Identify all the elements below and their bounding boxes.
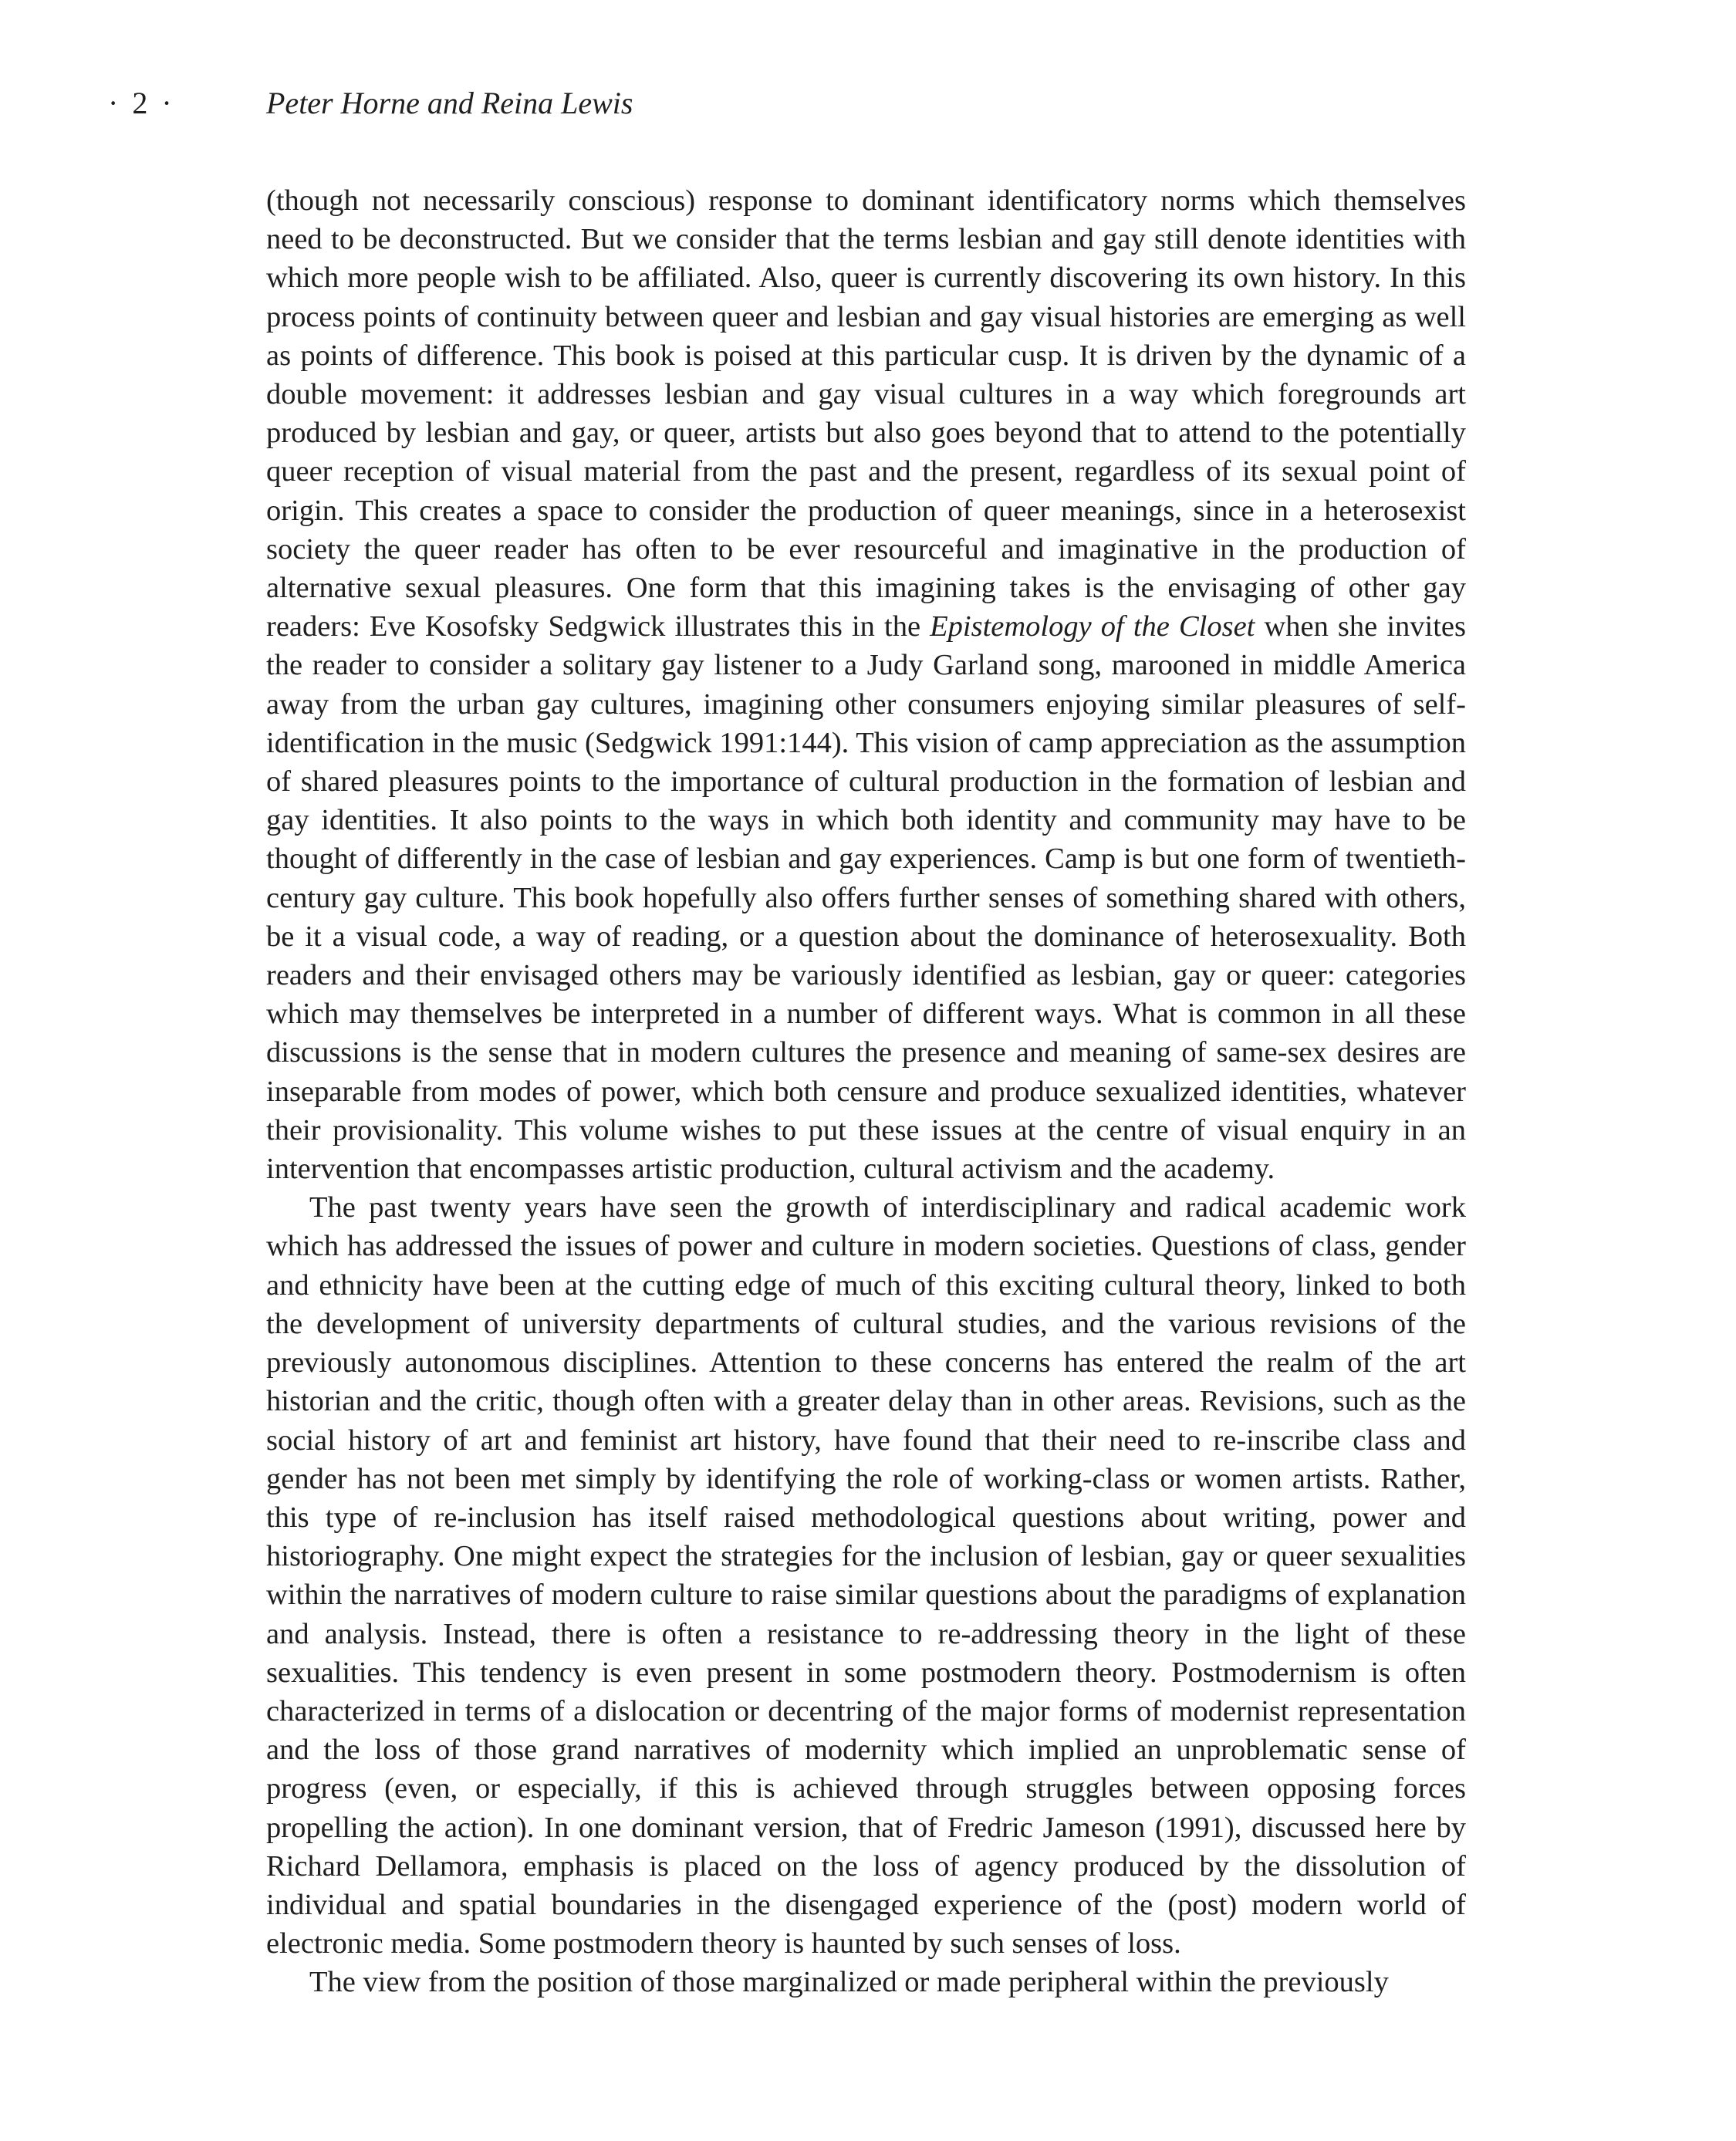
paragraph-1 <box>266 181 1466 1188</box>
running-head <box>108 80 1497 127</box>
running-title: Peter Horne and Reina Lewis <box>266 86 633 120</box>
body-text <box>266 181 1466 2002</box>
paragraph-1-text-end: when she invites the reader to consider a solitary gay listener to a Judy Garland song, marooned in middle America away from the urban gay cultures, imagining other consumers enjoying similar pleasures of self-identification in the music (Sedgwick 1991:144). This vision of camp appreciation as the assumption of shared pleasures points to the importance of cultural production in the formation of lesbian and gay identities. It also points to the ways in which both identity and community may have to be thought of differently in the case of lesbian and gay experiences. Camp is but one form of twentieth-century gay culture. This book hopefully also offers further senses of something shared with others, be it a visual code, a way of reading, or a question about the dominance of heterosexuality. Both readers and their envisaged others may be variously identified as lesbian, gay or queer: categories which may themselves be interpreted in a number of different ways. What is common in all these discussions is the sense that in modern cultures the presence and meaning of same-sex desires are inseparable from modes of power, which both censure and produce sexualized identities, whatever their provisionality. This volume wishes to put these issues at the centre of visual enquiry in an intervention that encompasses artistic production, cultural activism and the academy. <box>266 610 1467 1186</box>
paragraph-2: The past twenty years have seen the growth of interdisciplinary and radical academic work which has addressed the issues of power and culture in modern societies. Questions of class, gender and ethnicity have been at the cutting edge of much of this exciting cultural theory, linked to both the development of university departments of cultural studies, and the various revisions of the previously autonomous disciplines. Attention to these concerns has entered the realm of the art historian and the critic, though often with a greater delay than in other areas. Revisions, such as the social history of art and feminist art history, have found that their need to re-inscribe class and gender has not been met simply by identifying the role of working-class or women artists. Rather, this type of re-inclusion has itself raised methodological questions about writing, power and historiography. One might expect the strategies for the inclusion of lesbian, gay or queer sexualities within the narratives of modern culture to raise similar questions about the paradigms of explanation and analysis. Instead, there is often a resistance to re-addressing theory in the light of these sexualities. This tendency is even present in some postmodern theory. Postmodernism is often characterized in terms of a dislocation or decentring of the major forms of modernist representation and the loss of those grand narratives of modernity which implied an unproblematic sense of progress (even, or especially, if this is achieved through struggles between opposing forces propelling the action). In one dominant version, that of Fredric Jameson (1991), discussed here by Richard Dellamora, emphasis is placed on the loss of agency produced by the dissolution of individual and spatial boundaries in the disengaged experience of the (post) modern world of electronic media. Some postmodern theory is haunted by such senses of loss. <box>266 1191 1466 1960</box>
book-title-epistemology: Epistemology of the Closet <box>930 610 1255 643</box>
page-number: · 2 · <box>108 86 175 120</box>
paragraph-3: The view from the position of those marginalized or made peripheral within the previously <box>309 1966 1389 1999</box>
paragraph-1-text-start: (though not necessarily conscious) response to dominant identificatory norms which themselves need to be deconstructed. But we consider that the terms lesbian and gay still denote identities with which more people wish to be affiliated. Also, queer is currently discovering its own history. In this process points of continuity between queer and lesbian and gay visual histories are emerging as well as points of difference. This book is poised at this particular cusp. It is driven by the dynamic of a double movement: it addresses lesbian and gay visual cultures in a way which foregrounds art produced by lesbian and gay, or queer, artists but also goes beyond that to attend to the potentially queer reception of visual material from the past and the present, regardless of its sexual point of origin. This creates a space to consider the production of queer meanings, since in a heterosexist society the queer reader has often to be ever resourceful and imaginative in the production of alternative sexual pleasures. One form that this imagining takes is the envisaging of other gay readers: Eve Kosofsky Sedgwick illustrates this in the <box>266 184 1466 643</box>
